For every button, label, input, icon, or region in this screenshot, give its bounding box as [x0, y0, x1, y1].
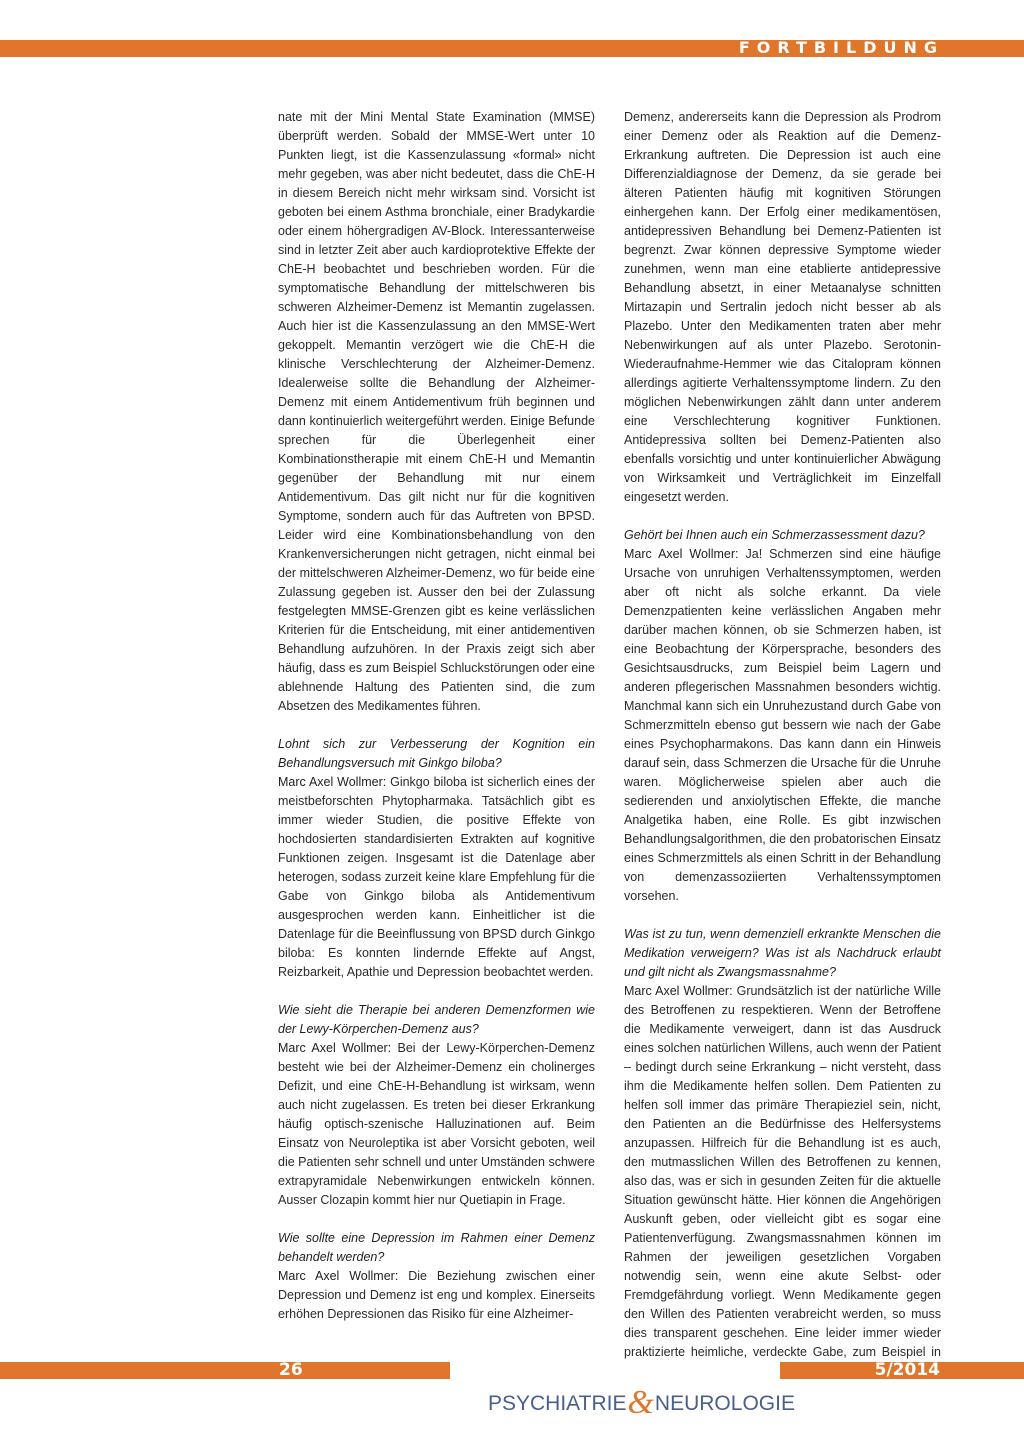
answer-text: Ja! Schmerzen sind eine häufige Ursache von unruhigen Verhaltenssymptomen, werden aber oft nicht als solche erkannt. Da viele Demenzpatienten keine verlässlichen Angaben mehr darüber machen können, ob sie Schmerzen haben, ist eine Beobachtung der Körpersprache, besonders des Gesichtsausdrucks, zum Beispiel beim Lagern und anderen pflegerischen Massnahmen besonders wichtig. Manchmal kann sich ein Unruhezustand durch Gabe von Schmerzmitteln ebenso gut bessern wie nach der Gabe eines Psychopharmakons. Das kann dann ein Hinweis darauf sein, dass Schmerzen die Ursache für die Unruhe waren. Möglicherweise spielen aber auch die sedierenden und anxiolytischen Effekte, die manche Analgetika haben, eine Rolle. Es gibt inzwischen Behandlungsalgorithmen, die den probatorischen Einsatz eines Schmerzmittels als einen Schritt in der Behandlung von demenzassoziierten Verhaltenssymptomen vorsehen.	[624, 547, 941, 903]
speaker-name: Marc Axel Wollmer:	[624, 984, 733, 998]
answer-text: Die Beziehung zwischen einer Depression und Demenz ist eng und komplex. Einerseits erhöhen Depressionen das Risiko für eine Alzheimer-	[278, 1269, 595, 1321]
speaker-name: Marc Axel Wollmer:	[278, 1041, 392, 1055]
answer-text: Grundsätzlich ist der natürliche Wille des Betroffenen zu respektieren. Wenn der Betroffene die Medikamente verweigert, dann ist das Ausdruck eines solchen natürlichen Willens, auch wenn der Patient – bedingt durch seine Erkrankung – nicht versteht, dass ihm die Medikamente helfen sollen. Dem Patienten zu helfen soll immer das primäre Therapieziel sein, nicht, den Patienten an die Bedürfnisse des Helfersystems anzupassen. Hilfreich für die Behandlung ist es auch, den mutmasslichen Willen des Betroffenen zu kennen, also das, was er sich in gesunden Zeiten für die aktuelle Situation gewünscht hätte. Hier können die Angehörigen Auskunft geben, oder vielleicht gibt es sogar eine Patientenverfügung. Zwangsmassnahmen können im Rahmen der jeweiligen gesetzlichen Vorgaben notwendig sein, wenn eine akute Selbst- oder Fremdgefährdung vorliegt. Wenn Medikamente gegen den Willen des Patienten verabreicht werden, so muss dies transparent geschehen. Eine leider immer wieder praktizierte heimliche, verdeckte Gabe, zum Beispiel in	[624, 984, 941, 1359]
interview-question: Gehört bei Ihnen auch ein Schmerzassessment dazu?	[624, 528, 925, 542]
right-column	[624, 108, 941, 1381]
logo-ampersand: &	[627, 1384, 654, 1421]
speaker-name: Marc Axel Wollmer:	[278, 775, 387, 789]
interview-question: Wie sieht die Therapie bei anderen Demenzformen wie der Lewy-Körperchen-Demenz aus?	[278, 1003, 595, 1036]
speaker-name: Marc Axel Wollmer:	[624, 547, 739, 561]
interview-question: Lohnt sich zur Verbesserung der Kognition ein Behandlungsversuch mit Ginkgo biloba?	[278, 737, 595, 770]
left-column	[278, 108, 595, 1324]
answer-text: Bei der Lewy-Körperchen-Demenz besteht wie bei der Alzheimer-Demenz ein cholinerges Defizit, und eine ChE-H-Behandlung ist wirksam, wenn auch nicht zugelassen. Es treten bei dieser Erkrankung häufig optisch-szenische Halluzinationen auf. Beim Einsatz von Neuroleptika ist aber Vorsicht geboten, weil die Patienten sehr schnell und unter Umständen schwere extrapyramidale Nebenwirkungen entwickeln können. Ausser Clozapin kommt hier nur Quetiapin in Frage.	[278, 1041, 595, 1207]
body-paragraph: nate mit der Mini Mental State Examination (MMSE) überprüft werden. Sobald der MMSE-Wert unter 10 Punkten liegt, ist die Kassenzulassung «formal» nicht mehr gegeben, was aber nicht bedeutet, dass die ChE-H in diesem Bereich nicht mehr wirksam sind. Vorsicht ist geboten bei einem Asthma bronchiale, einer Bradykardie oder einem höhergradigen AV-Block. Interessanterweise sind in letzter Zeit aber auch kardioprotektive Effekte der ChE-H beobachtet und beschrieben worden. Für die symptomatische Behandlung der mittelschweren bis schweren Alzheimer-Demenz ist Memantin zugelassen. Auch hier ist die Kassenzulassung an den MMSE-Wert gekoppelt. Memantin verzögert wie die ChE-H die klinische Verschlechterung der Alzheimer-Demenz. Idealerweise sollte die Behandlung der Alzheimer-Demenz mit einem Antidementivum früh beginnen und dann kontinuierlich weitergeführt werden. Einige Befunde sprechen für die Überlegenheit einer Kombinationstherapie mit einem ChE-H und Memantin gegenüber der Behandlung mit nur einem Antidementivum. Das gilt nicht nur für die kognitiven Symptome, sondern auch für das Auftreten von BPSD. Leider wird eine Kombinationsbehandlung von den Krankenversicherungen nicht getragen, nicht einmal bei der mittelschweren Alzheimer-Demenz, wo für beide eine Zulassung gegeben ist. Ausser den bei der Zulassung festgelegten MMSE-Grenzen gibt es keine verlässlichen Kriterien für die Entscheidung, mit einer antidementiven Behandlung aufzuhören. In der Praxis zeigt sich aber häufig, dass es zum Beispiel Schluckstörungen oder eine ablehnende Haltung des Patienten sind, die zum Absetzen des Medikamentes führen.	[278, 110, 595, 713]
speaker-name: Marc Axel Wollmer:	[278, 1269, 399, 1283]
section-label: FORTBILDUNG	[738, 38, 944, 57]
interview-answer	[278, 1039, 595, 1210]
interview-answer	[278, 1267, 595, 1324]
interview-question: Wie sollte eine Depression im Rahmen einer Demenz behandelt werden?	[278, 1231, 595, 1264]
issue-number: 5/2014	[874, 1360, 940, 1380]
body-paragraph: Demenz, andererseits kann die Depression als Prodrom einer Demenz oder als Reaktion auf die Demenz-Erkrankung auftreten. Die Depression ist auch eine Differenzialdiagnose der Demenz, da sie gerade bei älteren Patienten häufig mit kognitiven Störungen einhergehen kann. Der Erfolg einer medikamentösen, antidepressiven Behandlung bei Demenz-Patienten ist begrenzt. Zwar können depressive Symptome wieder zunehmen, wenn man eine etablierte antidepressive Behandlung absetzt, in einer Metaanalyse schnitten Mirtazapin und Sertralin jedoch nicht besser ab als Plazebo. Unter den Medikamenten traten aber mehr Nebenwirkungen auf als unter Plazebo. Serotonin-Wiederaufnahme-Hemmer wie das Citalopram können allerdings agitierte Verhaltenssymptome lindern. Zu den möglichen Nebenwirkungen zählt dann unter anderem eine Verschlechterung kognitiver Funktionen. Antidepressiva sollten bei Demenz-Patienten also ebenfalls vorsichtig und unter kontinuierlicher Abwägung von Wirksamkeit und Verträglichkeit im Einzelfall eingesetzt werden.	[624, 110, 941, 504]
page-number: 26	[279, 1360, 303, 1380]
interview-answer	[624, 545, 941, 906]
logo-word-psychiatrie: PSYCHIATRIE	[488, 1392, 627, 1415]
interview-answer	[624, 982, 941, 1381]
interview-question: Was ist zu tun, wenn demenziell erkrankte Menschen die Medikation verweigern? Was ist als Nachdruck erlaubt und gilt nicht als Zwangsmassnahme?	[624, 927, 941, 979]
footer-logo-gap	[450, 1362, 780, 1379]
answer-text: Ginkgo biloba ist sicherlich eines der meistbeforschten Phytopharmaka. Tatsächlich gibt es immer wieder Studien, die positive Effekte von hochdosierten standardisierten Extrakten auf kognitive Funktionen zeigen. Insgesamt ist die Datenlage aber heterogen, sodass zurzeit keine klare Empfehlung für die Gabe von Ginkgo biloba als Antidementivum ausgesprochen werden kann. Einheitlicher ist die Datenlage für die Beeinflussung von BPSD durch Ginkgo biloba: Es konnten lindernde Effekte auf Angst, Reizbarkeit, Apathie und Depression beobachtet werden.	[278, 775, 595, 979]
logo-word-neurologie: NEUROLOGIE	[654, 1392, 795, 1415]
journal-logo	[488, 1380, 795, 1421]
interview-answer	[278, 773, 595, 982]
